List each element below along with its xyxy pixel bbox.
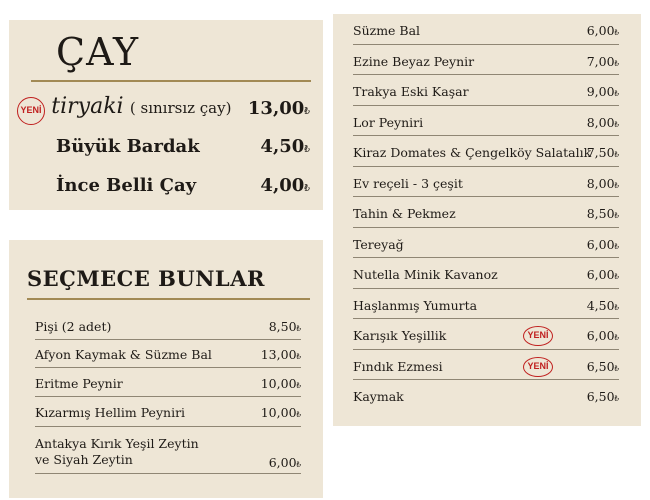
item-name: tiryaki (51, 94, 124, 119)
item-name: Haşlanmış Yumurta (353, 297, 478, 313)
item-price: 6,00 (586, 267, 615, 282)
item-name: Fındık Ezmesi (353, 358, 443, 374)
extras-panel (333, 14, 641, 426)
item-name: Lor Peyniri (353, 114, 424, 130)
menu-item (353, 291, 619, 320)
currency-symbol: ₺ (296, 411, 301, 419)
item-price: 10,00 (260, 376, 297, 391)
cay-title: ÇAY (56, 30, 140, 74)
menu-item (353, 77, 619, 106)
menu-item (353, 260, 619, 289)
currency-symbol: ₺ (614, 395, 619, 403)
item-price: 8,00 (586, 114, 615, 130)
item-name: Tahin & Pekmez (353, 206, 456, 221)
item-price: 9,00 (586, 84, 615, 99)
menu-item (353, 230, 619, 259)
item-name: Ezine Beyaz Peynir (353, 53, 475, 69)
currency-symbol: ₺ (614, 181, 619, 190)
gold-divider (27, 298, 310, 300)
menu-item (35, 370, 301, 397)
cay-panel (9, 20, 323, 210)
currency-symbol: ₺ (296, 382, 301, 390)
item-name: Antakya Kırık Yeşil Zeytin (35, 436, 199, 451)
menu-item (35, 316, 301, 340)
item-price: 4,50 (586, 297, 615, 313)
item-name: Eritme Peynir (35, 376, 123, 391)
item-price: 8,50 (586, 206, 615, 221)
item-price: 6,00 (586, 23, 615, 38)
menu-item-buyuk-bardak (56, 136, 310, 166)
item-price: 7,50 (586, 145, 615, 160)
currency-symbol: ₺ (296, 325, 301, 333)
item-name: Süzme Bal (353, 23, 421, 38)
menu-item (353, 47, 619, 76)
item-price: 8,50 (268, 319, 297, 334)
item-name: İnce Belli Çay (56, 175, 197, 196)
new-badge-icon: YENİ (523, 326, 553, 346)
item-name: Trakya Eski Kaşar (353, 84, 469, 99)
item-name: Ev reçeli - 3 çeşit (353, 175, 463, 191)
item-note: ( sınırsız çay) (129, 99, 232, 117)
currency-symbol: ₺ (614, 303, 619, 312)
currency-symbol: ₺ (296, 353, 301, 361)
menu-item (353, 321, 619, 350)
menu-item (353, 108, 619, 137)
item-name: Kaymak (353, 389, 404, 404)
currency-symbol: ₺ (614, 90, 619, 98)
currency-symbol: ₺ (614, 29, 619, 37)
menu-item-tiryaki (17, 96, 310, 126)
currency-symbol: ₺ (614, 334, 619, 342)
new-badge-icon: YENİ (17, 97, 45, 125)
secmece-title: SEÇMECE BUNLAR (27, 266, 265, 291)
new-badge-icon: YENİ (523, 357, 553, 377)
gold-divider (31, 80, 311, 82)
item-price: 8,00 (586, 175, 615, 191)
currency-symbol: ₺ (614, 151, 619, 159)
item-price: 10,00 (260, 405, 297, 420)
item-name: Kiraz Domates & Çengelköy Salatalık (353, 145, 592, 160)
item-name: Afyon Kaymak & Süzme Bal (35, 347, 212, 362)
currency-symbol: ₺ (614, 212, 619, 220)
item-name-continued: ve Siyah Zeytin (35, 452, 133, 467)
currency-symbol: ₺ (296, 461, 301, 469)
item-price: 4,50 (260, 136, 305, 157)
item-price: 13,00 (260, 347, 297, 362)
item-name: Nutella Minik Kavanoz (353, 267, 498, 282)
item-name: Pişi (2 adet) (35, 319, 112, 334)
item-price: 13,00 (247, 98, 305, 119)
item-price: 6,00 (268, 455, 297, 470)
menu-item-ince-belli-cay (56, 175, 310, 205)
currency-symbol: ₺ (614, 242, 619, 251)
currency-symbol: ₺ (614, 273, 619, 281)
currency-symbol: ₺ (304, 145, 310, 155)
menu-item (353, 382, 619, 411)
item-price: 6,00 (586, 236, 615, 252)
secmece-panel (9, 240, 323, 498)
currency-symbol: ₺ (614, 120, 619, 129)
currency-symbol: ₺ (304, 107, 310, 117)
menu-item (35, 343, 301, 368)
item-price: 6,00 (586, 328, 615, 343)
menu-item (353, 16, 619, 45)
currency-symbol: ₺ (614, 364, 619, 373)
currency-symbol: ₺ (614, 59, 619, 68)
menu-item (353, 138, 619, 167)
item-name: Tereyağ (353, 236, 404, 252)
item-price: 7,00 (586, 53, 615, 69)
menu-item (35, 430, 301, 474)
menu-item (353, 169, 619, 198)
item-price: 6,50 (586, 358, 615, 374)
item-name: Büyük Bardak (56, 136, 200, 157)
item-name: Kızarmış Hellim Peyniri (35, 405, 186, 420)
item-name: Karışık Yeşillik (353, 328, 447, 343)
menu-item (353, 199, 619, 228)
menu-item (353, 352, 619, 381)
menu-item (35, 399, 301, 427)
item-price: 6,50 (586, 389, 615, 404)
item-price: 4,00 (260, 175, 305, 196)
currency-symbol: ₺ (304, 184, 310, 194)
